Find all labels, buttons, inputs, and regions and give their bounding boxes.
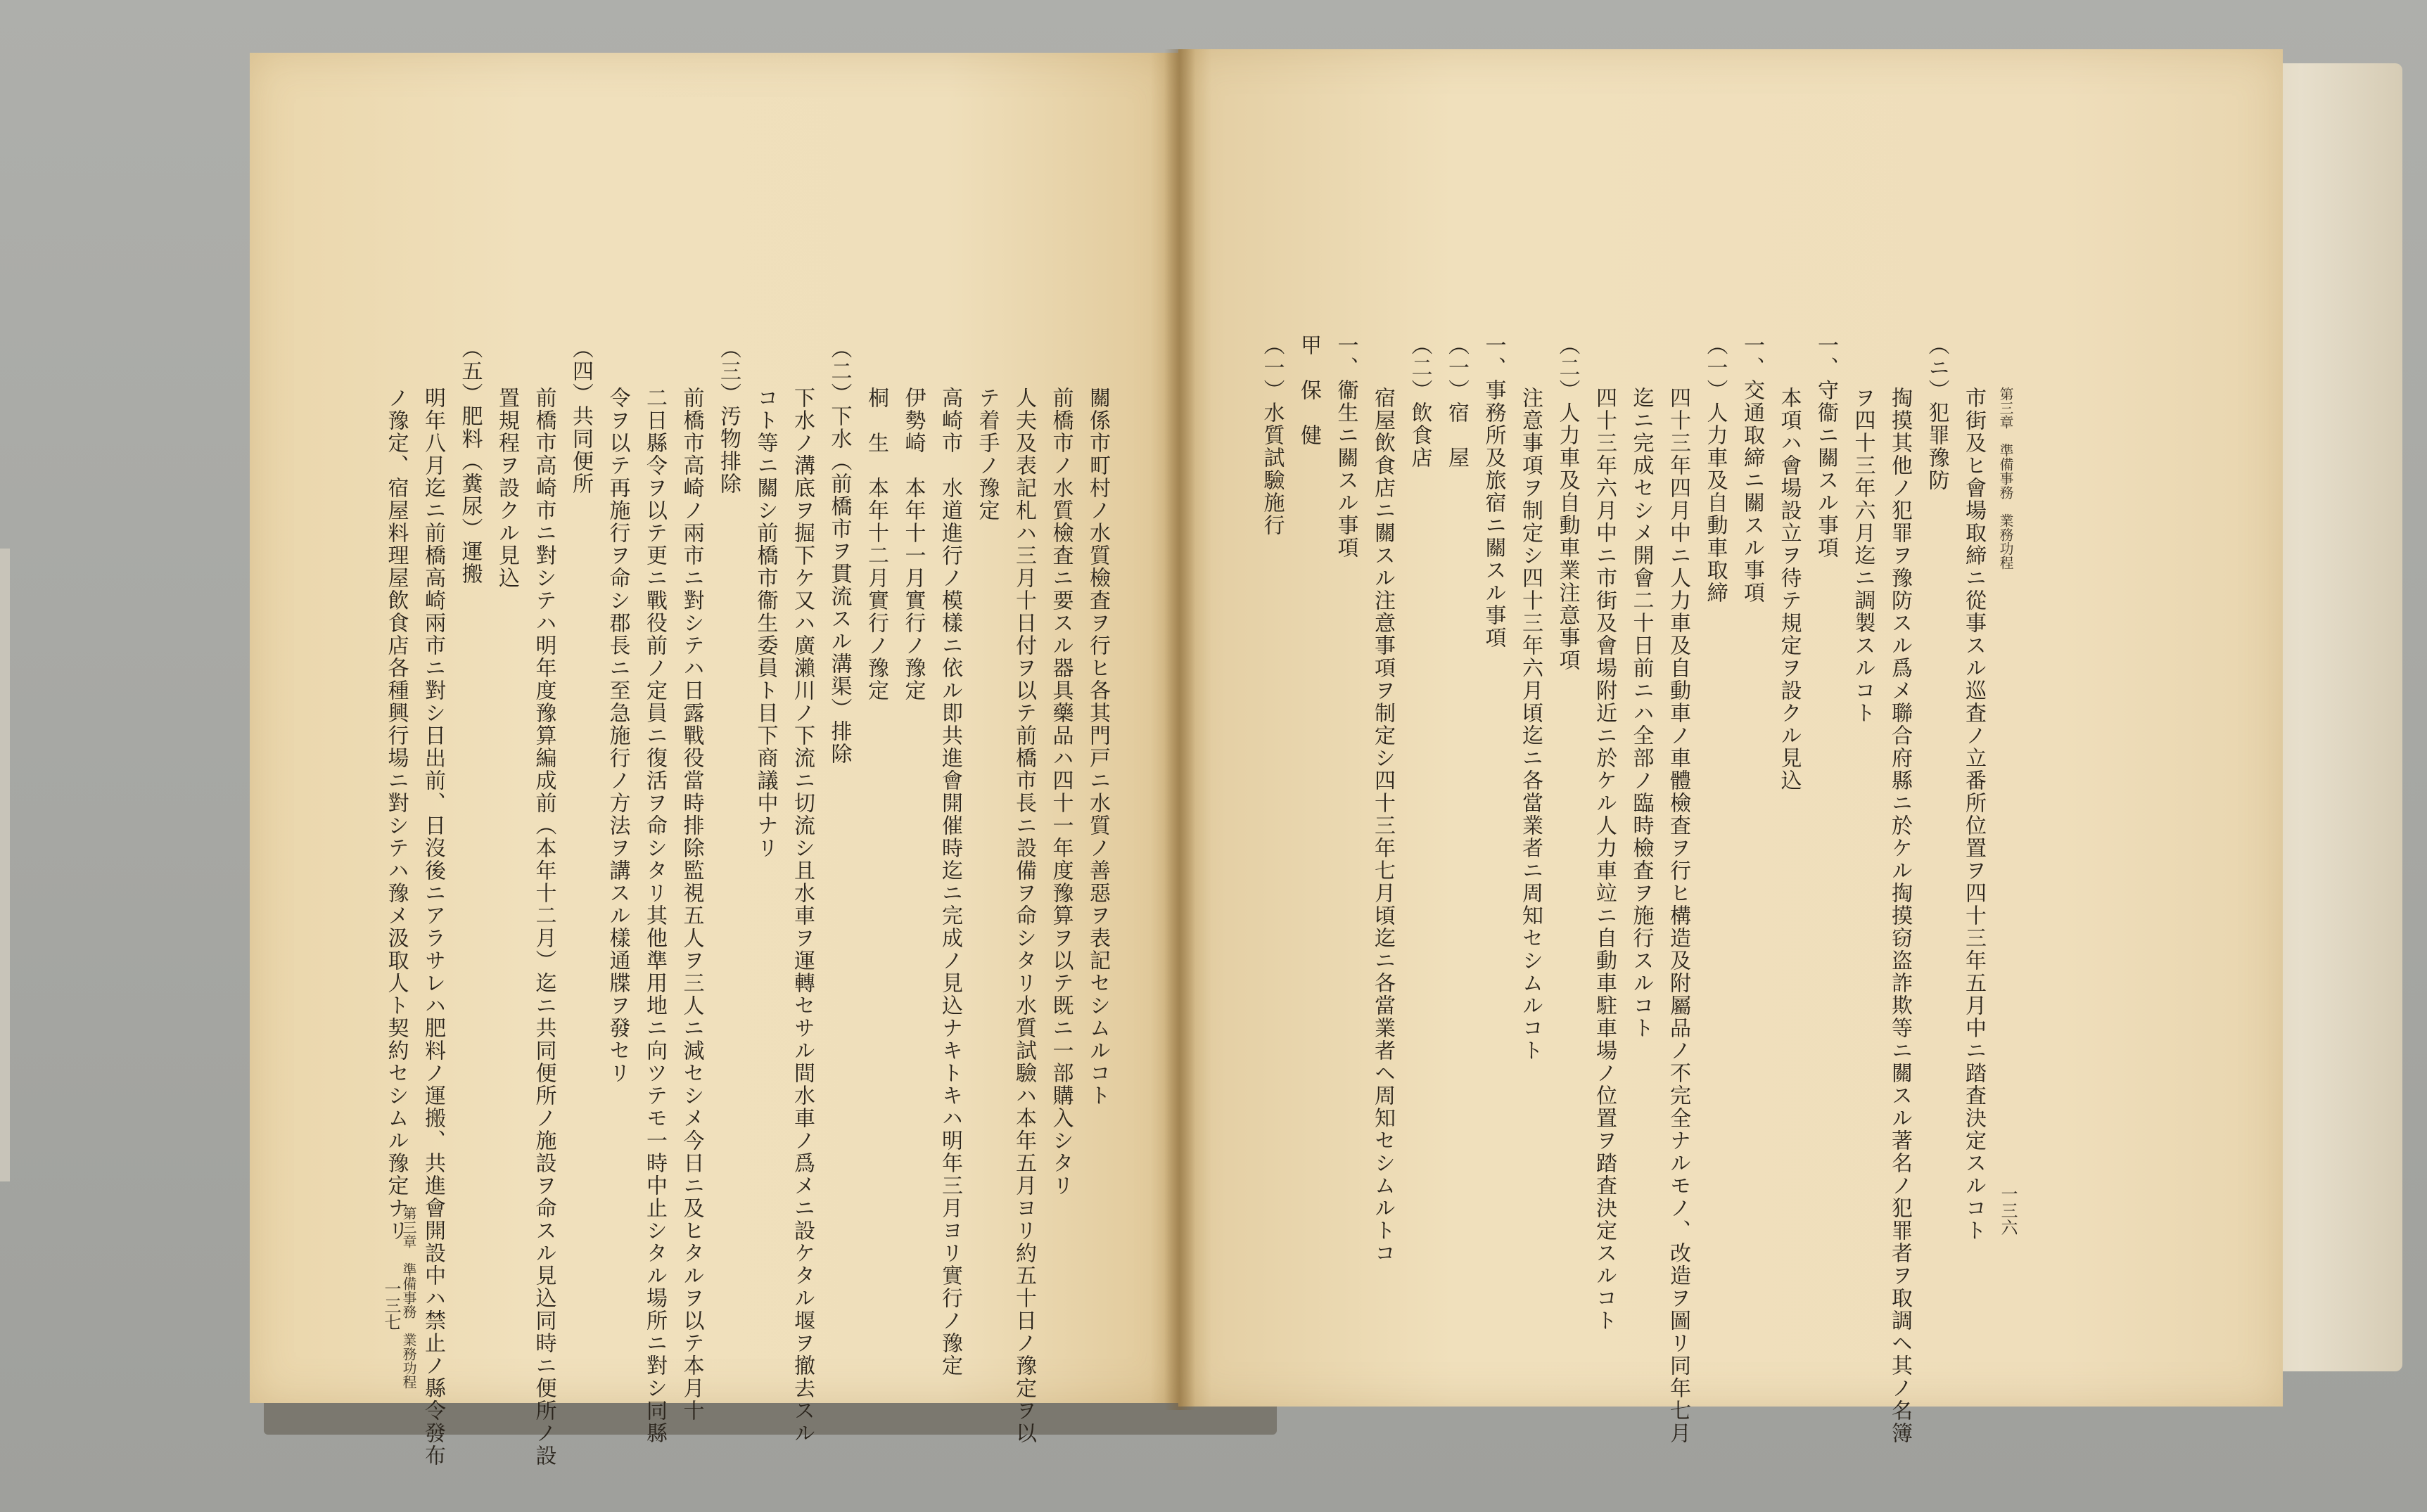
right-page-column: 迄ニ完成セシメ開會二十日前ニハ全部ノ臨時檢査ヲ施行スルコト [1629,387,1654,1039]
left-page-column: 人夫及表記札ハ三月十日付ヲ以テ前橋市長ニ設備ヲ命シタリ水質試驗ハ本年五月ヨリ約五十日ノ豫定ヲ以 [1012,387,1036,1444]
left-page-column: （三）汚物排除 [716,338,741,495]
left-page-number: 一三七 [381,1280,401,1331]
right-page-column: 市街及ヒ會場取締ニ從事スル巡査ノ立番所位置ヲ四十三年五月中ニ踏査決定スルコト [1961,387,1986,1242]
right-page-column: （二）人力車及自動車業注意事項 [1555,334,1580,672]
left-page-column: 令ヲ以テ再施行ヲ命シ郡長ニ至急施行ノ方法ヲ講スル樣通牒ヲ發セリ [605,387,630,1084]
right-page-column: （ニ）犯罪豫防 [1924,334,1949,492]
book-gutter [1164,49,1195,1410]
left-page-column: 下水ノ溝底ヲ掘下ケ又ハ廣瀨川ノ下流ニ切流シ且水車ヲ運轉セサル間水車ノ爲メニ設ケタル堰ヲ撤去スル [790,387,815,1444]
left-page-column: 置規程ヲ設クル見込 [495,387,519,589]
right-page-column: 四十三年六月中ニ市街及會場附近ニ於ケル人力車竝ニ自動車駐車場ノ位置ヲ踏査決定スルコト [1592,387,1617,1332]
right-page-column: 掏摸其他ノ犯罪ヲ豫防スル爲メ聯合府縣ニ於ケル掏摸窃盗詐欺等ニ關スル著名ノ犯罪者ヲ取調ヘ其ノ名簿 [1887,387,1912,1444]
left-page-column: 明年八月迄ニ前橋高崎兩市ニ對シ日出前、日沒後ニアラサレハ肥料ノ運搬、共進會開設中ハ禁止ノ縣令發布 [421,387,445,1467]
left-page-column: 前橋市ノ水質檢査ニ要スル器具藥品ハ四十一年度豫算ヲ以テ既ニ一部購入シタリ [1048,387,1074,1197]
left-page-column: テ着手ノ豫定 [974,387,1000,522]
left-page-column: ノ豫定、宿屋料理屋飲食店各種興行場ニ對シテハ豫メ汲取人ト契約セシムル豫定ナリ [383,387,409,1242]
right-page-header: 第三章 準備事務 業務功程 [1997,387,2014,570]
left-page-column: 桐 生 本年十二月實行ノ豫定 [864,387,888,702]
left-page [250,53,1178,1467]
right-page-column: （一）人力車及自動車取締 [1702,334,1728,604]
left-page-column: 伊勢崎 本年十一月實行ノ豫定 [900,387,926,702]
right-page-column: （一）宿 屋 [1444,334,1469,469]
right-page [1178,49,2283,1444]
right-page-column: 四十三年四月中ニ人力車及自動車ノ車體檢査ヲ行ヒ構造及附屬品ノ不完全ナルモノ、改造ヲ圖リ同年七月 [1666,387,1690,1444]
right-page-column: 一、衞生ニ關スル事項 [1333,334,1358,559]
left-page-column: 高崎市 水道進行ノ模樣ニ依ル即共進會開催時迄ニ完成ノ見込ナキトキハ明年三月ヨリ實行ノ豫定 [938,387,962,1377]
open-book [250,42,2283,1467]
right-page-column: 一、守衞ニ關スル事項 [1814,334,1838,559]
right-page-column: ヲ四十三年六月迄ニ調製スルコト [1850,387,1875,724]
left-page-column: （五）肥料（糞尿）運搬 [457,338,483,585]
left-page-column: 二日縣令ヲ以テ更ニ戰役前ノ定員ニ復活ヲ命シタリ其他準用地ニ向ツテモ一時中止シタル場所ニ對シ同縣 [642,387,667,1444]
right-page-column: 一、交通取締ニ關スル事項 [1740,334,1764,604]
left-page-column: （二）下水（前橋市ヲ貫流スル溝渠）排除 [827,338,852,765]
right-page-column: 本項ハ會場設立ヲ待テ規定ヲ設クル見込 [1776,387,1802,792]
right-page-column: 甲 保 健 [1297,334,1321,447]
right-page-column: 宿屋飲食店ニ關スル注意事項ヲ制定シ四十三年七月頃迄ニ各當業者ヘ周知セシムルトコ [1370,387,1395,1264]
right-page-column: （二）飲食店 [1407,334,1432,469]
right-page-column: （一）水質試驗施行 [1259,334,1285,537]
edge-sliver [0,549,10,1181]
left-page-column: コト等ニ關シ前橋市衞生委員ト目下商議中ナリ [753,387,778,859]
right-page-column: 一、事務所及旅宿ニ關スル事項 [1481,334,1506,649]
left-page-column: （四）共同便所 [568,338,593,495]
right-page-number: 一三六 [1998,1185,2018,1236]
left-page-column: 前橋市高崎市ニ對シテハ明年度豫算編成前（本年十二月）迄ニ共同便所ノ施設ヲ命スル見込同時ニ便所ノ設 [531,387,556,1467]
right-page-column: 注意事項ヲ制定シ四十三年六月頃迄ニ各當業者ニ周知セシムルコト [1518,387,1543,1062]
left-page-header: 第三章 準備事務 業務功程 [400,1206,417,1389]
left-page-column: 前橋市高崎ノ兩市ニ對シテハ日露戰役當時排除監視五人ヲ三人ニ減セシメ今日ニ及ヒタルヲ以テ本月十 [679,387,704,1422]
left-page-column: 關係市町村ノ水質檢査ヲ行ヒ各其門戸ニ水質ノ善惡ヲ表記セシムルコト [1085,387,1110,1107]
